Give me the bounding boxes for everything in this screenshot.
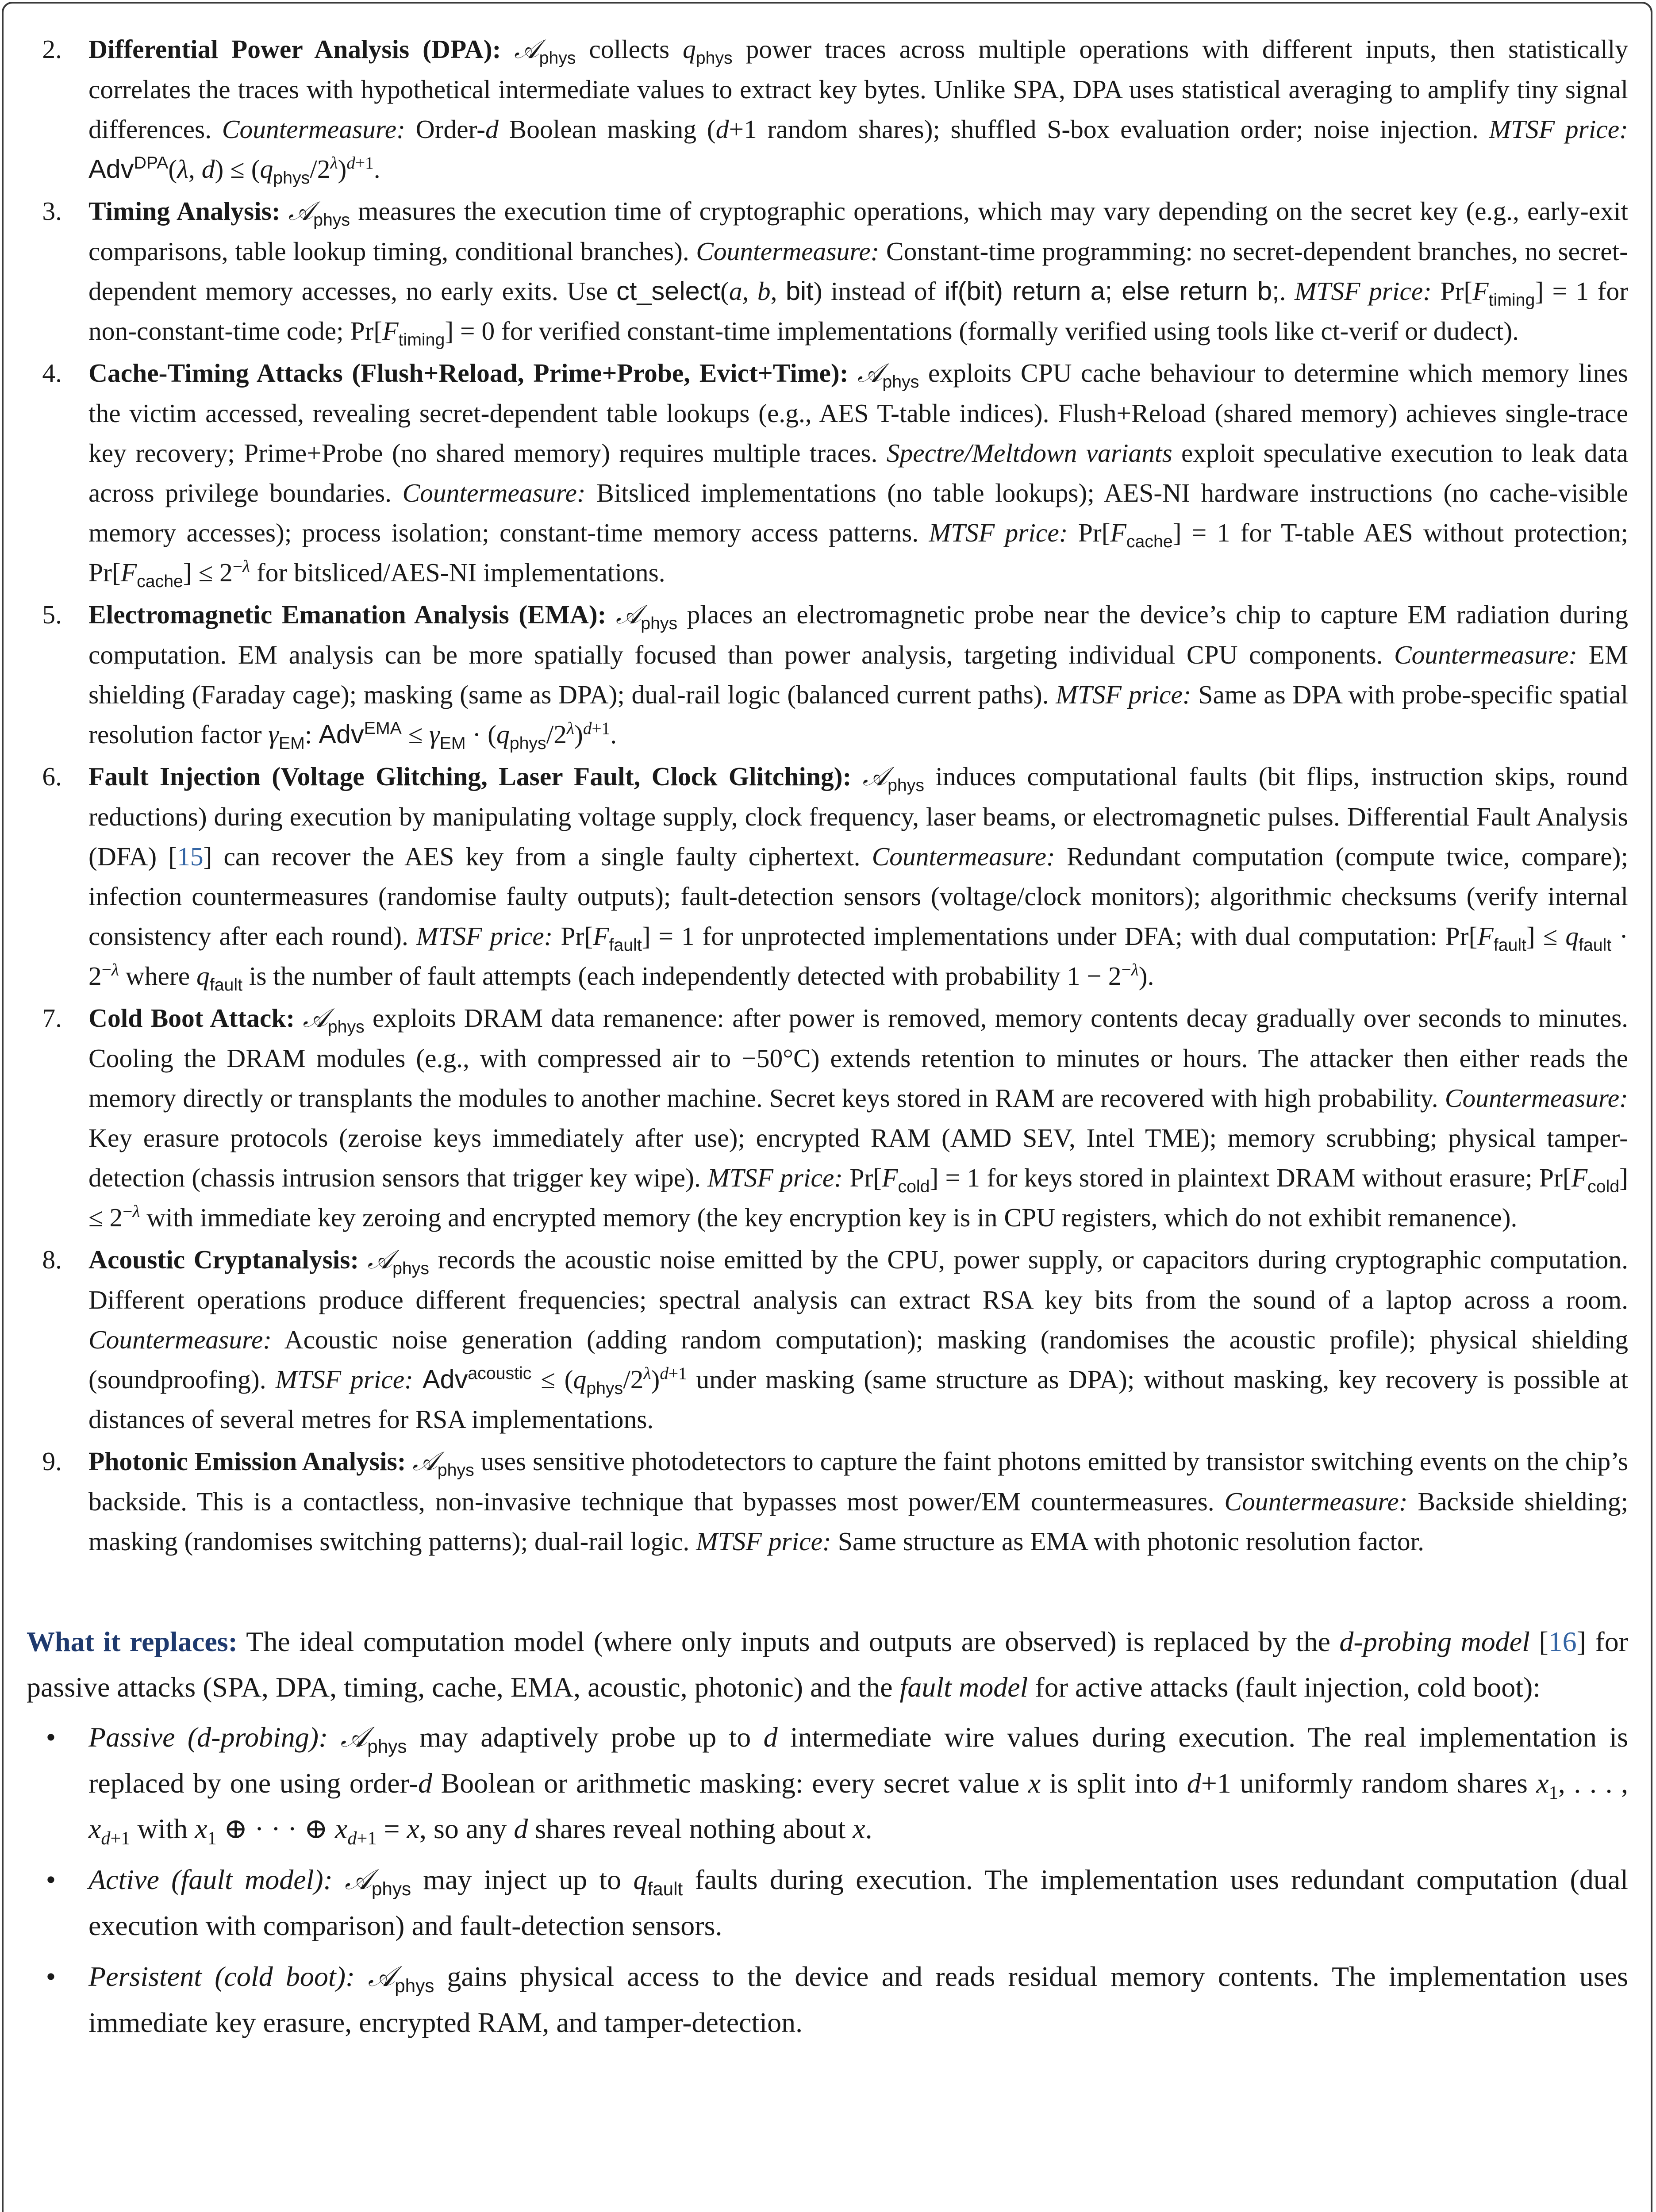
bullet-dot: • (46, 1961, 56, 1992)
item-number: 4. (42, 358, 62, 388)
item-body: Timing Analysis: 𝒜$_{phys}$ measures the execution time of cryptographic operations, which may vary depending on the secret key (e.g., early-exit comparisons, table lookup timing, conditional branches). Countermeasure: Constant-time programming: no secret-dependent branches, no secret-dependent memory accesses, no early exits. Use ct_select(a, b, bit) instead of if(bit) return a; else return b;. MTSF price: $Pr[F_{timing}] = 1$ for non-constant-time code; $Pr[F_{timing}] = 0$ for verified constant-time implementations (formally verified using tools like ct-verif or dudect). (88, 196, 1629, 349)
item-number: 7. (42, 1003, 62, 1033)
citation-link[interactable]: 16 (1548, 1626, 1577, 1657)
list-item (27, 29, 1628, 189)
item-body: Electromagnetic Emanation Analysis (EMA): 𝒜$_{phys}$ places an electromagnetic probe near the device’s chip to capture EM radiation during computation. EM analysis can be more spatially focused than power analysis, targeting individual CPU components. Countermeasure: EM shielding (Faraday cage); masking (same as DPA); dual-rail logic (balanced current paths). MTSF price: Same as DPA with probe-specific spatial resolution factor $\gamma_{EM}$: $Adv^{EMA} \le \gamma_{EM} \cdot (q_{phys}/2^\lambda)^{d+1}$. (88, 599, 1628, 753)
document-body (27, 29, 1628, 2051)
bullet-item (27, 1954, 1628, 2045)
bullet-label: Passive (d-probing): (88, 1721, 328, 1753)
item-number: 2. (42, 35, 62, 64)
bullet-body: Passive (d-probing): 𝒜$_{phys}$ may adaptively probe up to d intermediate wire values during execution. The real implementation is replaced by one using order-d Boolean or arithmetic masking: every secret value x is split into d+1 uniformly random shares $x_1$, . . . , $x_{d+1}$ with $x_1$ ⊕ · · · ⊕ $x_{d+1} = x$, so any d shares reveal nothing about x. (88, 1721, 1629, 1849)
item-body: Photonic Emission Analysis: 𝒜$_{phys}$ uses sensitive photodetectors to capture the faint photons emitted by transistor switching events on the chip’s backside. This is a contactless, non-invasive technique that bypasses most power/EM countermeasures. Countermeasure: Backside shielding; masking (randomises switching patterns); dual-rail logic. MTSF price: Same structure as EMA with photonic resolution factor. (88, 1446, 1628, 1556)
item-title: Fault Injection (Voltage Glitching, Laser Fault, Clock Glitching): (88, 762, 852, 791)
bullet-label: Persistent (cold boot): (88, 1961, 355, 1992)
bullet-body: Active (fault model): 𝒜$_{phys}$ may inject up to $q_{fault}$ faults during execution. The implementation uses redundant computation (dual execution with comparison) and fault-detection sensors. (88, 1863, 1629, 1941)
item-number: 5. (42, 600, 62, 629)
replaces-label: What it replaces: (27, 1626, 238, 1657)
list-item (27, 191, 1628, 351)
item-number: 3. (42, 196, 62, 226)
item-title: Timing Analysis: (88, 196, 280, 226)
bullet-list (27, 1714, 1628, 2045)
item-title: Photonic Emission Analysis: (88, 1447, 406, 1476)
bullet-item (27, 1857, 1628, 1948)
item-number: 6. (42, 762, 62, 791)
bullet-dot: • (46, 1864, 56, 1895)
item-body: Differential Power Analysis (DPA): 𝒜$_{phys}$ collects $q_{phys}$ power traces across multiple operations with different inputs, then statistically correlates the traces with hypothetical intermediate values to extract key bytes. Unlike SPA, DPA uses statistical averaging to amplify tiny signal differences. Countermeasure: Order-d Boolean masking (d+1 random shares); shuffled S-box evaluation order; noise injection. MTSF price: Adv$^{DPA}$(λ, $d) \le (q_{phys}/2^\lambda)^{d+1}$. (88, 34, 1629, 188)
list-item (27, 595, 1628, 754)
replaces-paragraph: What it replaces: The ideal computation model (where only inputs and outputs are observed) is replaced by the d-probing model [16] for passive attacks (SPA, DPA, timing, cache, EMA, acoustic, photonic) and the fault model for active attacks (fault injection, cold boot): (27, 1626, 1628, 1703)
bullet-item (27, 1714, 1628, 1851)
item-title: Differential Power Analysis (DPA): (88, 35, 501, 64)
item-title: Cache-Timing Attacks (Flush+Reload, Prime+Probe, Evict+Time): (88, 358, 849, 388)
bullet-label: Active (fault model): (88, 1864, 333, 1895)
item-body: Cold Boot Attack: 𝒜$_{phys}$ exploits DRAM data remanence: after power is removed, memory contents decay gradually over seconds to minutes. Cooling the DRAM modules (e.g., with compressed air to −50°C) extends retention to minutes or hours. The attacker then either reads the memory directly or transplants the modules to another machine. Secret keys stored in RAM are recovered with high probability. Countermeasure: Key erasure protocols (zeroise keys immediately after use); encrypted RAM (AMD SEV, Intel TME); memory scrubbing; physical tamper-detection (chassis intrusion sensors that trigger key wipe). MTSF price: $Pr[F_{cold}] = 1$ for keys stored in plaintext DRAM without erasure; $Pr[F_{cold}] \le 2^{-\lambda}$ with immediate key zeroing and encrypted memory (the key encryption key is in CPU registers, which do not exhibit remanence). (88, 1003, 1628, 1232)
item-title: Acoustic Cryptanalysis: (88, 1245, 359, 1274)
item-number: 8. (42, 1245, 62, 1274)
item-title: Electromagnetic Emanation Analysis (EMA): (88, 600, 607, 629)
list-item (27, 757, 1628, 996)
citation-link[interactable]: 15 (177, 842, 204, 871)
item-body: Cache-Timing Attacks (Flush+Reload, Prime+Probe, Evict+Time): 𝒜$_{phys}$ exploits CPU cache behaviour to determine which memory lines the victim accessed, revealing secret-dependent table lookups (e.g., AES T-table indices). Flush+Reload (shared memory) achieves single-trace key recovery; Prime+Probe (no shared memory) requires multiple traces. Spectre/Meltdown variants exploit speculative execution to leak data across privilege boundaries. Countermeasure: Bitsliced implementations (no table lookups); AES-NI hardware instructions (no cache-visible memory accesses); process isolation; constant-time memory access patterns. MTSF price: $Pr[F_{cache}] = 1$ for T-table AES without protection; $Pr[F_{cache}] \le 2^{-\lambda}$ for bitsliced/AES-NI implementations. (88, 358, 1629, 591)
list-item (27, 353, 1628, 592)
bullet-dot: • (46, 1721, 56, 1753)
list-item (27, 1441, 1628, 1561)
item-body: Fault Injection (Voltage Glitching, Laser Fault, Clock Glitching): 𝒜$_{phys}$ induces computational faults (bit flips, instruction skips, round reductions) during execution by manipulating voltage supply, clock frequency, laser beams, or electromagnetic pulses. Differential Fault Analysis (DFA) [15] can recover the AES key from a single faulty ciphertext. Countermeasure: Redundant computation (compute twice, compare); infection countermeasures (randomise faulty outputs); fault-detection sensors (voltage/clock monitors); algorithmic checksums (verify internal consistency after each round). MTSF price: $Pr[F_{fault}] = 1$ for unprotected implementations under DFA; with dual computation: $Pr[F_{fault}] \le q_{fault} \cdot 2^{-\lambda}$ where $q_{fault}$ is the number of fault attempts (each independently detected with probability $1 - 2^{-\lambda}$). (88, 761, 1628, 995)
list-item (27, 998, 1628, 1237)
bullet-body: Persistent (cold boot): 𝒜$_{phys}$ gains physical access to the device and reads residual memory contents. The implementation uses immediate key erasure, encrypted RAM, and tamper-detection. (88, 1960, 1629, 2038)
item-title: Cold Boot Attack: (88, 1003, 295, 1033)
item-number: 9. (42, 1447, 62, 1476)
list-item (27, 1240, 1628, 1439)
item-body: Acoustic Cryptanalysis: 𝒜$_{phys}$ records the acoustic noise emitted by the CPU, power supply, or capacitors during cryptographic computation. Different operations produce different frequencies; spectral analysis can extract RSA key bits from the sound of a laptop across a room. Countermeasure: Acoustic noise generation (adding random computation); masking (randomises the acoustic profile); physical shielding (soundproofing). MTSF price: $Adv^{acoustic} \le (q_{phys}/2^\lambda)^{d+1}$ under masking (same structure as DPA); without masking, key recovery is possible at distances of several metres for RSA implementations. (88, 1244, 1628, 1434)
